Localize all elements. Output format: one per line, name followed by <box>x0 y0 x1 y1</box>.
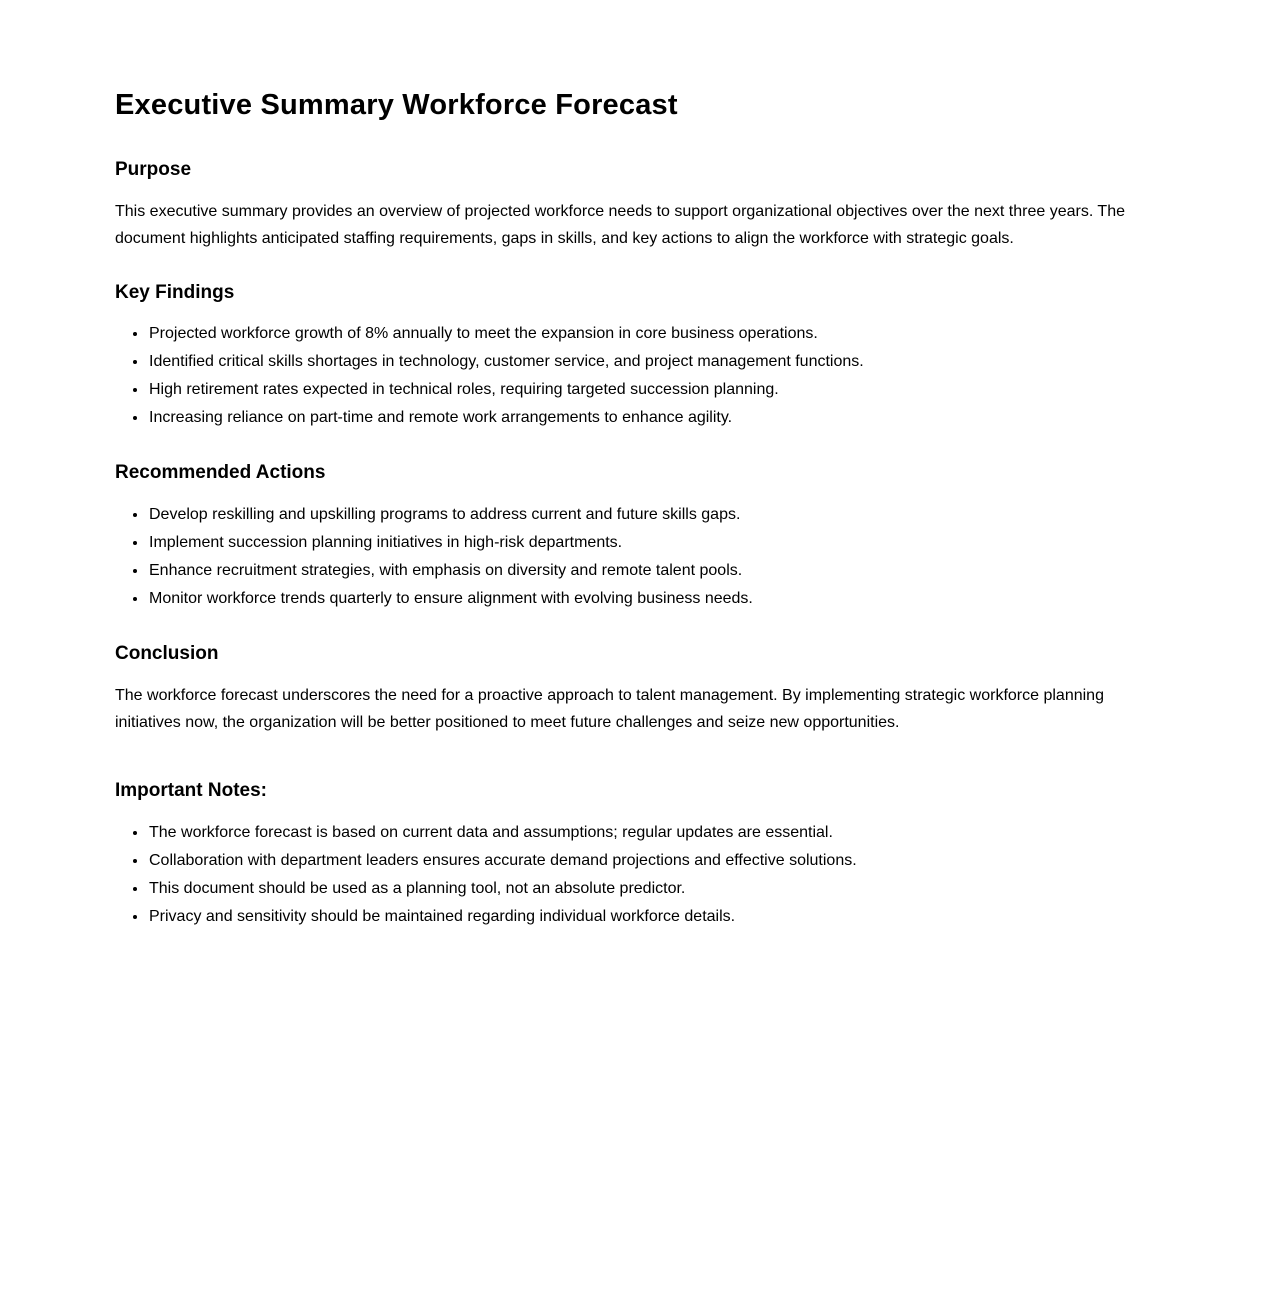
list-item: • Projected workforce growth of 8% annually to meet the expansion in core business operations. <box>148 320 1127 348</box>
purpose-paragraph: This executive summary provides an overview of projected workforce needs to support organizational objectives over the next three years. The document highlights anticipated staffing requirements, gaps in skills, and key actions to align the workforce with strategic goals. <box>115 202 1125 247</box>
list-item: • Identified critical skills shortages in technology, customer service, and project management functions. <box>148 348 1127 376</box>
list-item: • Implement succession planning initiatives in high-risk departments. <box>148 529 1127 557</box>
list-item: • The workforce forecast is based on current data and assumptions; regular updates are essential. <box>148 819 1127 847</box>
list-item: • Collaboration with department leaders ensures accurate demand projections and effective solutions. <box>148 847 1127 875</box>
page-title: Executive Summary Workforce Forecast <box>115 89 678 121</box>
important-notes-list <box>115 819 1127 931</box>
recommended-actions-list <box>115 501 1127 613</box>
section-heading-conclusion: Conclusion <box>115 643 219 665</box>
list-item: • Enhance recruitment strategies, with emphasis on diversity and remote talent pools. <box>148 557 1127 585</box>
list-item: • Increasing reliance on part-time and remote work arrangements to enhance agility. <box>148 404 1127 432</box>
key-findings-list <box>115 320 1127 432</box>
list-item: • Monitor workforce trends quarterly to ensure alignment with evolving business needs. <box>148 585 1127 613</box>
list-item: • Develop reskilling and upskilling programs to address current and future skills gaps. <box>148 501 1127 529</box>
list-item: • High retirement rates expected in technical roles, requiring targeted succession planning. <box>148 376 1127 404</box>
list-item: • Privacy and sensitivity should be maintained regarding individual workforce details. <box>148 903 1127 931</box>
document-body <box>115 88 1127 931</box>
section-heading-purpose: Purpose <box>115 158 192 180</box>
section-heading-important-notes: Important Notes: <box>115 779 267 801</box>
section-heading-key-findings: Key Findings <box>115 281 235 303</box>
list-item: • This document should be used as a planning tool, not an absolute predictor. <box>148 875 1127 903</box>
conclusion-paragraph: The workforce forecast underscores the need for a proactive approach to talent management. By implementing strategic workforce planning initiatives now, the organization will be better positioned to meet future challenges and seize new opportunities. <box>115 686 1104 731</box>
section-heading-recommended-actions: Recommended Actions <box>115 462 326 484</box>
